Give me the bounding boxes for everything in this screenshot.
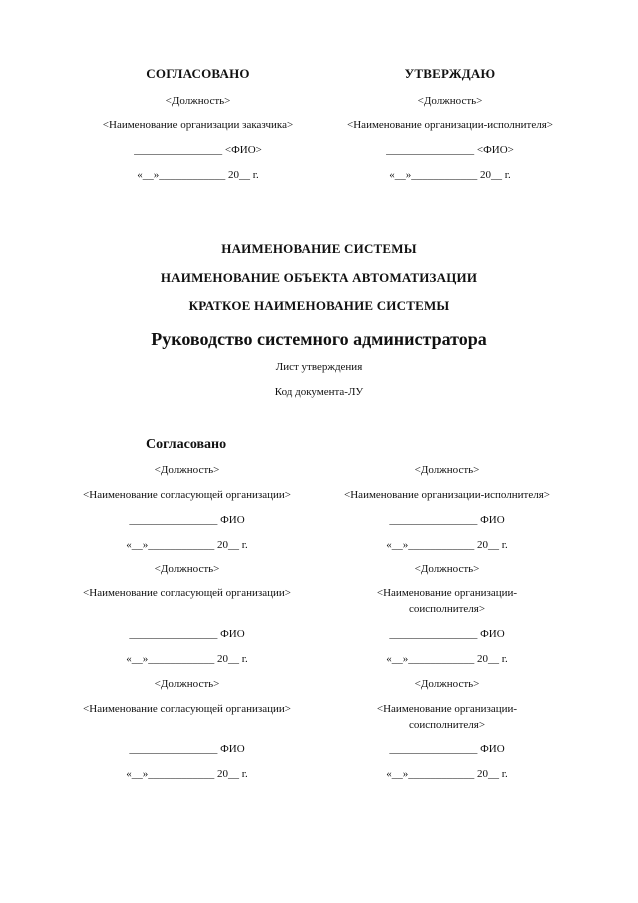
- sheet-label: Лист утверждения: [275, 361, 363, 373]
- approval-left-3-position: <Должность>: [154, 678, 220, 690]
- approval-right-2-organization-line1: <Наименование организации-: [376, 587, 518, 599]
- approval-left-1-date: «__»____________ 20__ г.: [126, 539, 248, 551]
- approval-right-3-signature: ________________ ФИО: [389, 743, 505, 755]
- header-right-signature: ________________ <ФИО>: [386, 144, 514, 156]
- approval-right-3-organization-line1: <Наименование организации-: [376, 703, 518, 715]
- approval-right-2-position: <Должность>: [414, 563, 480, 575]
- approval-left-2-position: <Должность>: [154, 563, 220, 575]
- approval-left-2-organization: <Наименование согласующей организации>: [83, 587, 291, 599]
- approval-left-3-signature: ________________ ФИО: [129, 743, 245, 755]
- approval-right-2-organization-line2: соисполнителя>: [408, 603, 486, 615]
- approvals-heading: Согласовано: [146, 437, 227, 452]
- approval-left-1-organization: <Наименование согласующей организации>: [83, 489, 291, 501]
- short-system-name: КРАТКОЕ НАИМЕНОВАНИЕ СИСТЕМЫ: [188, 298, 450, 313]
- approval-right-3-organization-line2: соисполнителя>: [408, 719, 486, 731]
- approval-right-1-date: «__»____________ 20__ г.: [386, 539, 508, 551]
- approval-left-2-date: «__»____________ 20__ г.: [126, 653, 248, 665]
- approval-right-1-position: <Должность>: [414, 464, 480, 476]
- document-title: Руководство системного администратора: [151, 329, 487, 349]
- approval-right-3-date: «__»____________ 20__ г.: [386, 768, 508, 780]
- approval-left-1-position: <Должность>: [154, 464, 220, 476]
- approval-left-3-date: «__»____________ 20__ г.: [126, 768, 248, 780]
- approval-right-3-position: <Должность>: [414, 678, 480, 690]
- approval-left-2-signature: ________________ ФИО: [129, 628, 245, 640]
- header-right-title: УТВЕРЖДАЮ: [404, 66, 496, 81]
- document-code: Код документа-ЛУ: [274, 386, 364, 398]
- header-right-date: «__»____________ 20__ г.: [389, 169, 511, 181]
- header-left-position: <Должность>: [165, 95, 231, 107]
- header-left-date: «__»____________ 20__ г.: [137, 169, 259, 181]
- system-name: НАИМЕНОВАНИЕ СИСТЕМЫ: [221, 241, 417, 256]
- approval-right-2-signature: ________________ ФИО: [389, 628, 505, 640]
- approval-right-1-signature: ________________ ФИО: [389, 514, 505, 526]
- header-left-title: СОГЛАСОВАНО: [146, 66, 250, 81]
- approval-left-3-organization: <Наименование согласующей организации>: [83, 703, 291, 715]
- header-right-position: <Должность>: [417, 95, 483, 107]
- header-left-organization: <Наименование организации заказчика>: [102, 119, 294, 131]
- approval-right-1-organization: <Наименование организации-исполнителя>: [344, 489, 550, 501]
- approval-right-2-date: «__»____________ 20__ г.: [386, 653, 508, 665]
- header-left-signature: ________________ <ФИО>: [134, 144, 262, 156]
- header-right-organization: <Наименование организации-исполнителя>: [347, 119, 553, 131]
- object-name: НАИМЕНОВАНИЕ ОБЪЕКТА АВТОМАТИЗАЦИИ: [160, 270, 478, 285]
- approval-left-1-signature: ________________ ФИО: [129, 514, 245, 526]
